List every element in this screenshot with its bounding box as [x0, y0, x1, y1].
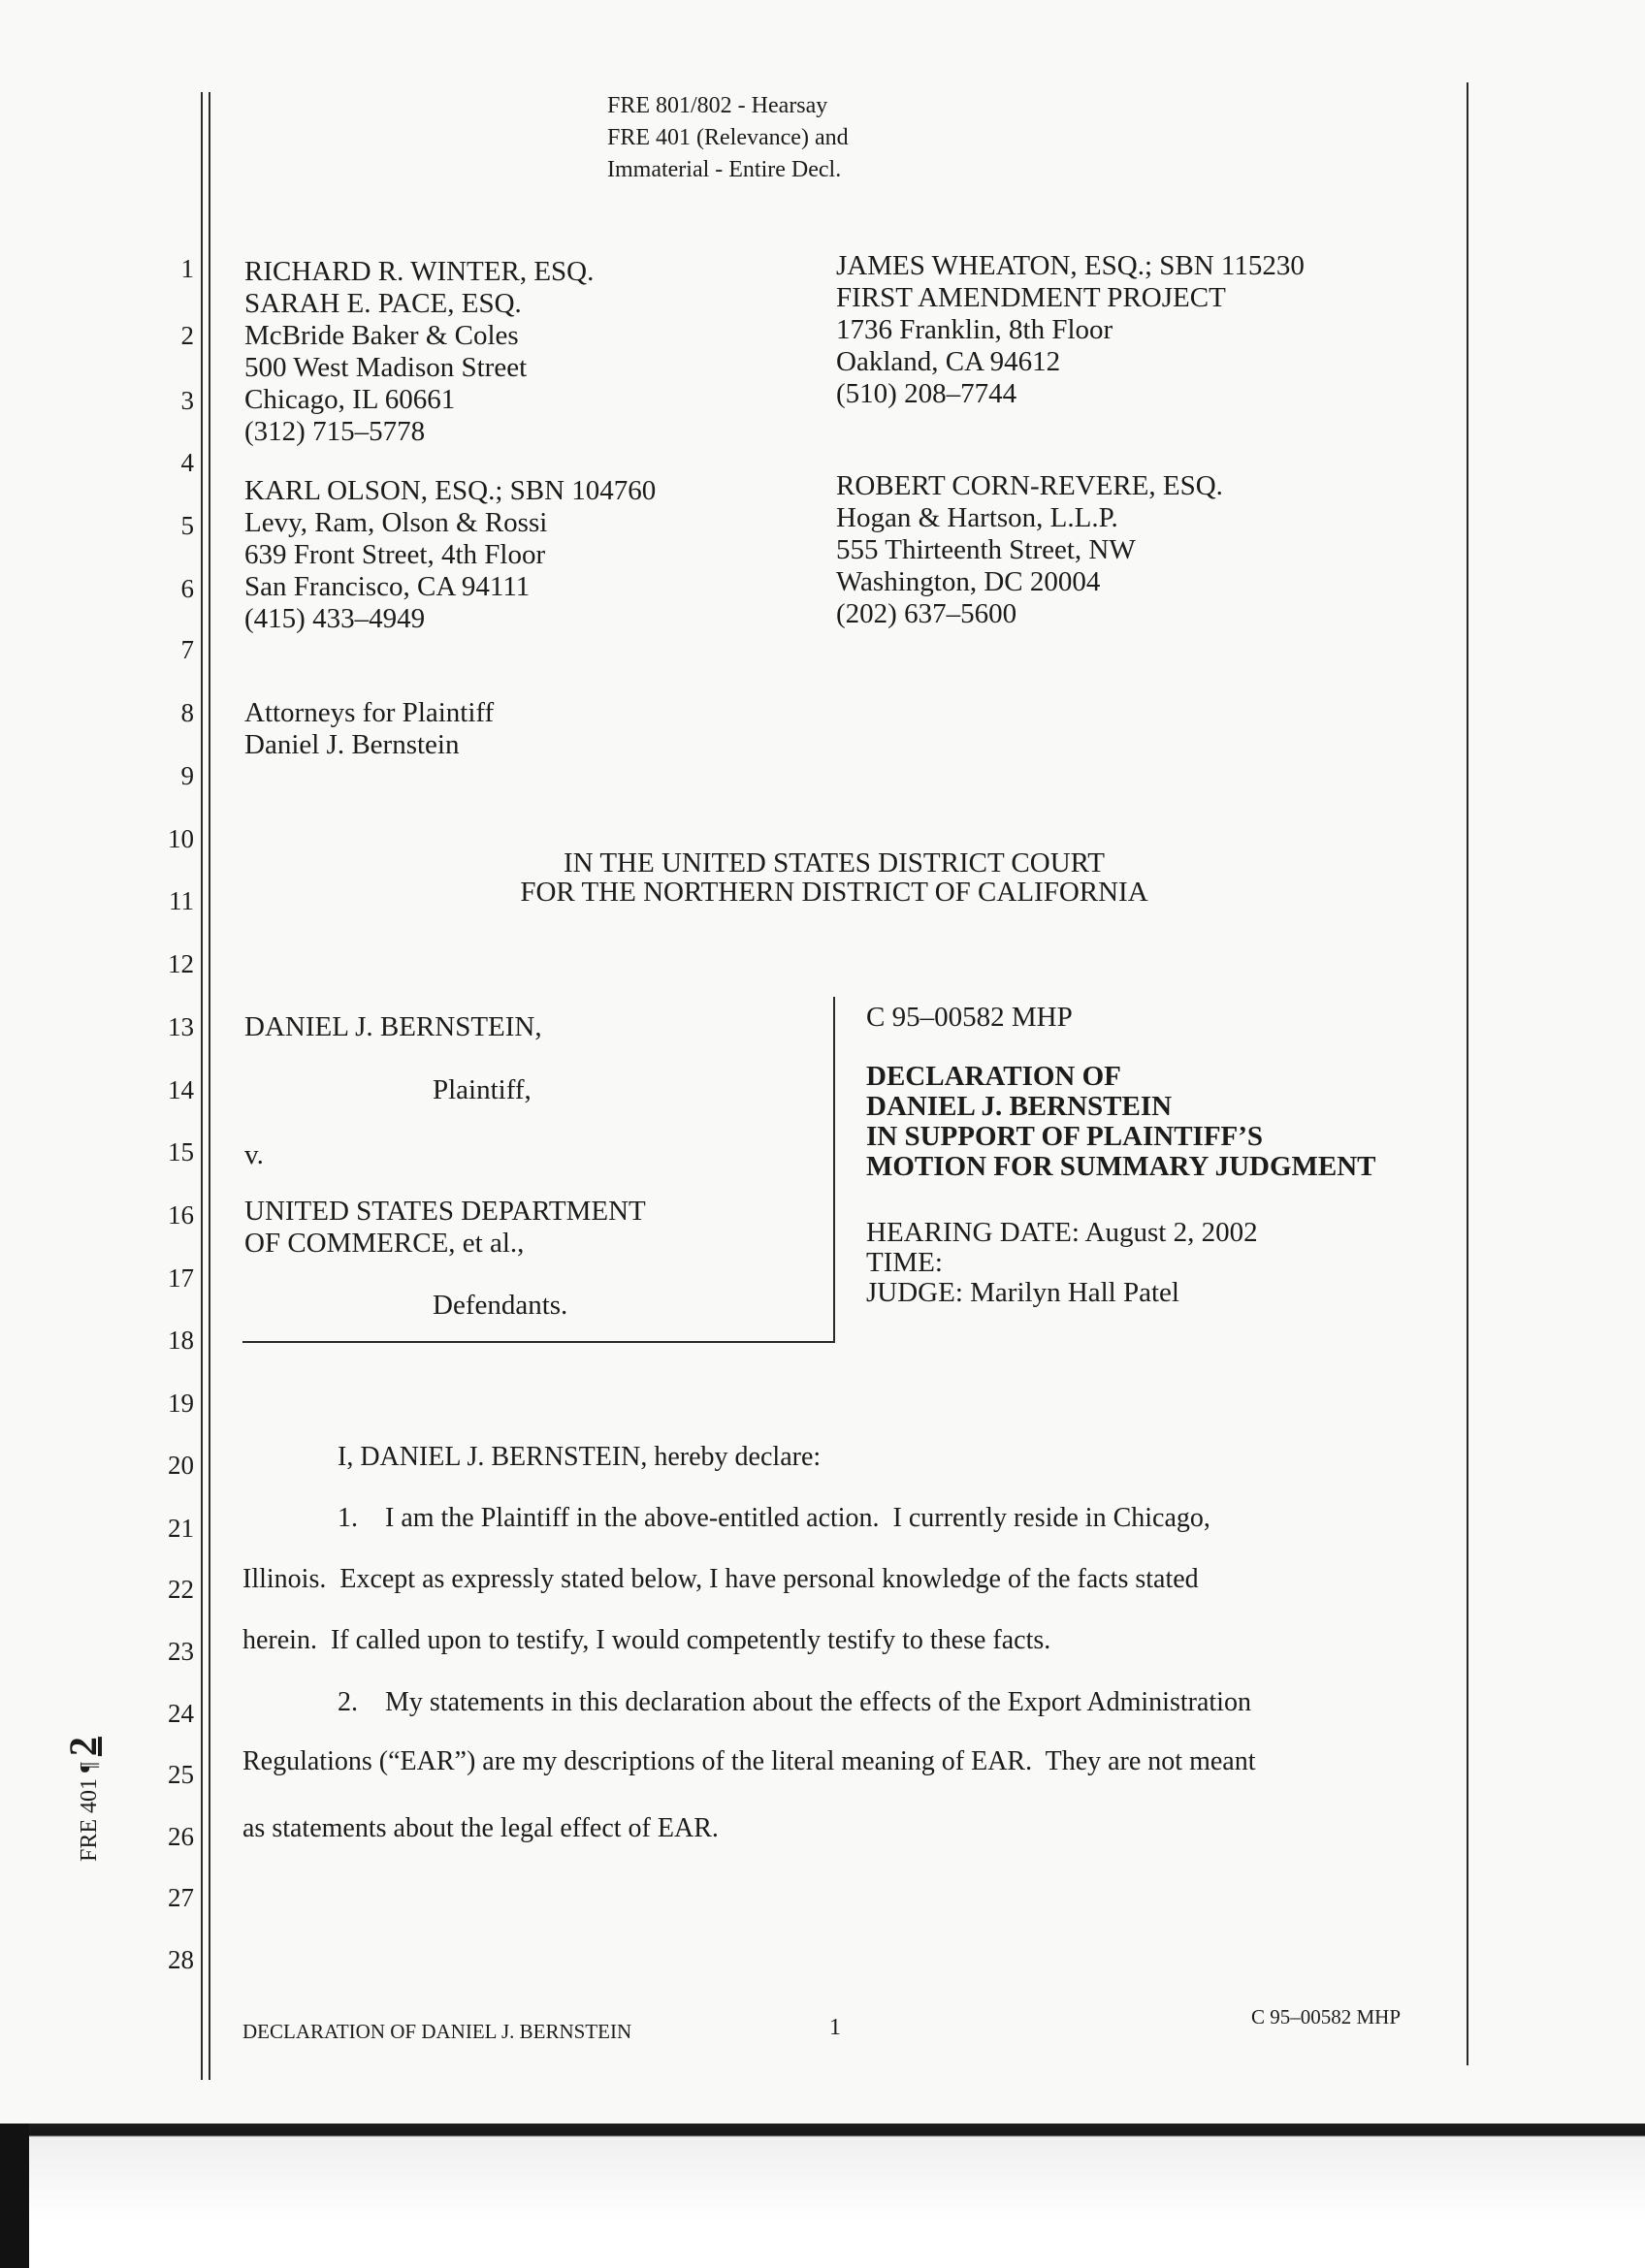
line-number: 28: [168, 1945, 194, 1974]
line-number: 19: [168, 1389, 194, 1418]
attorneys-for-line: Daniel J. Bernstein: [244, 729, 460, 760]
attorney-line: (312) 715–5778: [244, 416, 426, 447]
paragraph-line: Regulations (“EAR”) are my descriptions of the literal meaning of EAR. They are not meant: [242, 1746, 1256, 1776]
left-margin-rule-outer: [201, 92, 203, 2080]
line-number: 24: [168, 1699, 194, 1728]
document-title-line: DECLARATION OF: [866, 1061, 1121, 1092]
line-number: 27: [168, 1883, 194, 1912]
line-number: 23: [168, 1637, 194, 1666]
attorney-line: KARL OLSON, ESQ.; SBN 104760: [244, 475, 657, 506]
objection-line-1: FRE 801/802 - Hearsay: [607, 93, 828, 118]
document-title: [866, 1062, 1376, 1182]
attorney-line: RICHARD R. WINTER, ESQ.: [244, 256, 595, 287]
line-number: 1: [180, 254, 194, 283]
attorney-line: 1736 Franklin, 8th Floor: [836, 314, 1113, 345]
paragraph-line: herein. If called upon to testify, I would competently testify to these facts.: [242, 1625, 1051, 1655]
line-number: 26: [168, 1822, 194, 1851]
court-title-line-1: IN THE UNITED STATES DISTRICT COURT: [564, 847, 1105, 878]
attorney-line: (415) 433–4949: [244, 603, 426, 634]
paragraph-line: as statements about the legal effect of EAR.: [242, 1813, 719, 1843]
line-number: 18: [168, 1326, 194, 1355]
attorney-line: Levy, Ram, Olson & Rossi: [244, 507, 548, 538]
attorney-line: 500 West Madison Street: [244, 352, 528, 383]
line-number: 20: [168, 1451, 194, 1480]
scan-corner-shadow: [0, 2124, 29, 2268]
caption-defendant-role: Defendants.: [433, 1290, 568, 1321]
case-number: C 95–00582 MHP: [866, 1002, 1073, 1033]
document-title-line: DANIEL J. BERNSTEIN: [866, 1091, 1173, 1122]
line-number: 12: [168, 949, 194, 978]
right-margin-rule: [1467, 82, 1468, 2065]
objection-line-3: Immaterial - Entire Decl.: [607, 157, 842, 182]
line-number: 5: [180, 511, 194, 540]
document-title-line: MOTION FOR SUMMARY JUDGMENT: [866, 1151, 1376, 1182]
paragraph-line: 1. I am the Plaintiff in the above-entitled action. I currently reside in Chicago,: [338, 1503, 1210, 1533]
line-number: 8: [180, 698, 194, 727]
scan-bottom-edge: [0, 2124, 1645, 2268]
exhibit-stamp-label: FRE 401 ¶: [77, 1762, 102, 1862]
caption-divider-horizontal: [242, 1341, 835, 1343]
left-margin-rule-inner: [209, 92, 210, 2080]
objection-line-2: FRE 401 (Relevance) and: [607, 125, 849, 150]
line-number: 13: [168, 1012, 194, 1041]
attorney-block-winter: [244, 256, 594, 448]
footer-title: DECLARATION OF DANIEL J. BERNSTEIN: [242, 2020, 632, 2043]
attorney-line: San Francisco, CA 94111: [244, 571, 531, 602]
attorney-block-olson: [244, 475, 656, 635]
line-number: 10: [168, 824, 194, 853]
caption-defendant-name-2: OF COMMERCE, et al.,: [244, 1228, 525, 1259]
footer-page-number: 1: [829, 2015, 841, 2040]
attorney-line: ROBERT CORN-REVERE, ESQ.: [836, 470, 1223, 501]
attorney-line: Chicago, IL 60661: [244, 384, 456, 415]
court-title-line-2: FOR THE NORTHERN DISTRICT OF CALIFORNIA: [520, 877, 1148, 908]
line-number: 16: [168, 1200, 194, 1230]
attorney-line: Washington, DC 20004: [836, 566, 1101, 597]
footer-case-number: C 95–00582 MHP: [1251, 2005, 1402, 2028]
line-number: 17: [168, 1263, 194, 1293]
hearing-date: HEARING DATE: August 2, 2002: [866, 1217, 1258, 1248]
line-number: 25: [168, 1760, 194, 1789]
line-number: 7: [180, 635, 194, 664]
attorney-line: FIRST AMENDMENT PROJECT: [836, 282, 1226, 313]
line-number: 2: [180, 321, 194, 350]
hearing-time: TIME:: [866, 1247, 943, 1278]
caption-plaintiff-name: DANIEL J. BERNSTEIN,: [244, 1011, 542, 1042]
hearing-judge: JUDGE: Marilyn Hall Patel: [866, 1277, 1179, 1308]
attorney-line: (510) 208–7744: [836, 378, 1017, 409]
attorney-block-wheaton: [836, 250, 1305, 410]
line-number: 3: [180, 386, 194, 415]
attorney-line: Oakland, CA 94612: [836, 346, 1061, 377]
exhibit-stamp: [60, 1737, 106, 1862]
line-number: 6: [180, 574, 194, 603]
line-number: 14: [168, 1075, 194, 1104]
attorney-line: 555 Thirteenth Street, NW: [836, 534, 1136, 565]
declaration-intro: I, DANIEL J. BERNSTEIN, hereby declare:: [338, 1442, 822, 1472]
attorney-line: 639 Front Street, 4th Floor: [244, 539, 546, 570]
attorneys-for-line: Attorneys for Plaintiff: [244, 697, 495, 728]
attorney-line: (202) 637–5600: [836, 598, 1017, 629]
line-number: 21: [168, 1514, 194, 1543]
caption-defendant-name-1: UNITED STATES DEPARTMENT: [244, 1196, 646, 1227]
attorneys-for: [244, 697, 494, 761]
line-number: 4: [180, 448, 194, 477]
attorney-block-corn-revere: [836, 470, 1223, 630]
attorney-line: SARAH E. PACE, ESQ.: [244, 288, 522, 319]
hearing-info: [866, 1218, 1258, 1308]
attorney-line: Hogan & Hartson, L.L.P.: [836, 502, 1118, 533]
caption-divider-vertical: [833, 997, 835, 1341]
paragraph-line: Illinois. Except as expressly stated below, I have personal knowledge of the facts stated: [242, 1564, 1199, 1594]
exhibit-stamp-number: 2: [61, 1737, 105, 1757]
attorney-line: McBride Baker & Coles: [244, 320, 519, 351]
line-number: 15: [168, 1137, 194, 1166]
line-number: 11: [169, 886, 194, 915]
caption-plaintiff-role: Plaintiff,: [433, 1074, 532, 1105]
caption-versus: v.: [244, 1139, 264, 1170]
document-title-line: IN SUPPORT OF PLAINTIFF’S: [866, 1121, 1264, 1152]
paragraph-line: 2. My statements in this declaration about the effects of the Export Administration: [338, 1687, 1251, 1717]
line-number: 9: [180, 761, 194, 790]
attorney-line: JAMES WHEATON, ESQ.; SBN 115230: [836, 250, 1305, 281]
line-number: 22: [168, 1575, 194, 1604]
